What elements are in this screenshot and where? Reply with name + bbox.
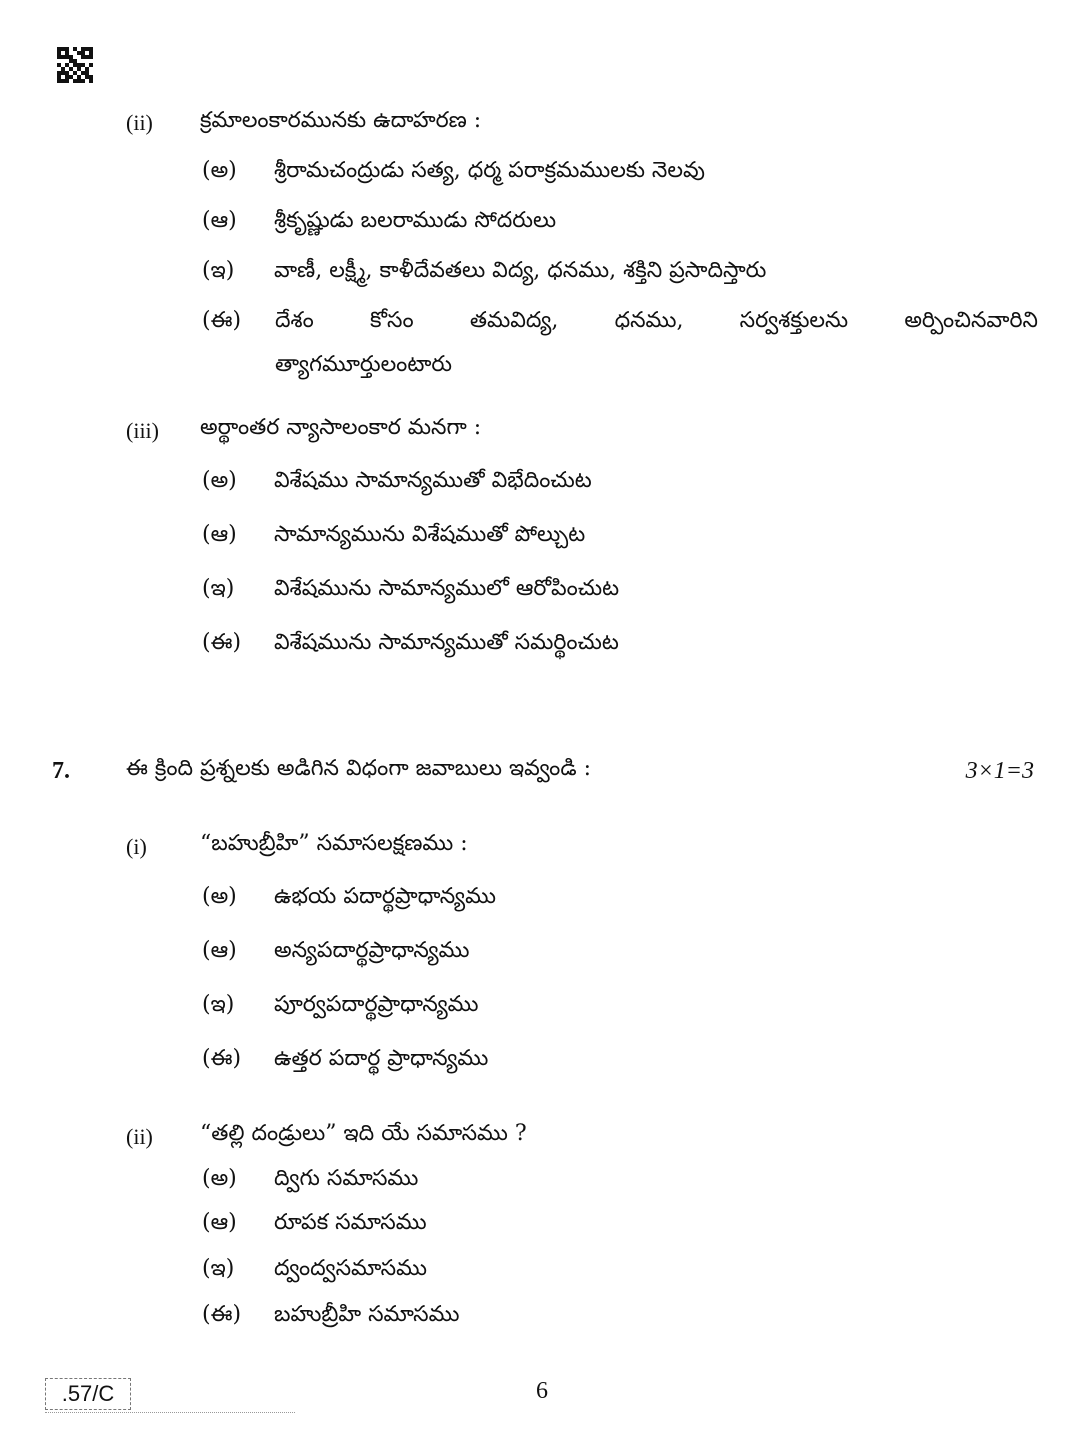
option — [202, 468, 592, 498]
subq-stem: క్రమాలంకారమునకు ఉదాహరణ : — [200, 108, 482, 133]
subq-stem: అర్థాంతర న్యాసాలంకార మనగా : — [200, 415, 482, 440]
option — [202, 576, 619, 606]
option-label: (అ) — [202, 158, 237, 183]
question-number: 7. — [52, 758, 70, 784]
option — [202, 884, 496, 914]
option-text: రూపక సమాసము — [274, 1210, 427, 1235]
option-text: విశేషమును సామాన్యముతో సమర్థించుట — [274, 630, 619, 655]
option-word: సర్వశక్తులను — [739, 308, 849, 333]
subq-number: (ii) — [126, 1124, 153, 1149]
option-text: ఉత్తర పదార్థ ప్రాధాన్యము — [274, 1046, 489, 1071]
option-word: తమవిద్య, — [469, 308, 559, 333]
footer-fineprint-rule — [45, 1412, 295, 1417]
option-text: విశేషము సామాన్యముతో విభేదించుట — [274, 468, 592, 493]
option-text: అన్యపదార్థప్రాధాన్యము — [274, 938, 470, 963]
subq-number: (i) — [126, 834, 147, 859]
option-label: (ఇ) — [202, 258, 235, 283]
option — [202, 1166, 418, 1196]
option-label: (ఇ) — [202, 576, 235, 601]
option-text: ద్విగు సమాసము — [274, 1166, 419, 1191]
option-label: (ఇ) — [202, 1256, 235, 1281]
subq-stem: “తల్లి దండ్రులు” ఇది యే సమాసము ? — [200, 1121, 527, 1146]
option-label-wrap — [202, 308, 274, 338]
option-label: (ఆ) — [202, 1210, 237, 1235]
option-word: దేశం — [275, 308, 314, 333]
option — [202, 630, 619, 660]
option — [202, 158, 705, 188]
option-text-justified — [275, 308, 1038, 338]
option-label: (ఇ) — [202, 992, 235, 1017]
option-label: (ఈ) — [202, 308, 242, 333]
option — [202, 258, 766, 288]
option — [202, 938, 470, 968]
option-label: (అ) — [202, 884, 237, 909]
option — [202, 208, 556, 238]
option — [202, 522, 585, 552]
option-label: (అ) — [202, 468, 237, 493]
qr-code — [57, 47, 93, 83]
option-text: వాణీ, లక్ష్మీ, కాళీదేవతలు విద్య, ధనము, శక్తిని ప్రసాదిస్తారు — [274, 258, 767, 283]
option-text: పూర్వపదార్థప్రాధాన్యము — [274, 992, 479, 1017]
option-label: (ఆ) — [202, 208, 237, 233]
option-text: ద్వంద్వసమాసము — [274, 1256, 428, 1281]
option-word: ధనము, — [614, 308, 684, 333]
option-label: (ఈ) — [202, 1046, 242, 1071]
option — [202, 1256, 427, 1286]
option-text: విశేషమును సామాన్యములో ఆరోపించుట — [274, 576, 620, 601]
page-number: 6 — [536, 1378, 548, 1404]
option-text: శ్రీరామచంద్రుడు సత్య, ధర్మ పరాక్రమములకు నెలవు — [274, 158, 705, 183]
option — [202, 1210, 427, 1240]
option-label: (ఈ) — [202, 630, 242, 655]
option-text: ఉభయ పదార్థప్రాధాన్యము — [274, 884, 496, 909]
option-text: సామాన్యమును విశేషముతో పోల్చుట — [274, 522, 586, 547]
option-text: శ్రీకృష్ణుడు బలరాముడు సోదరులు — [274, 208, 557, 233]
option — [202, 992, 479, 1022]
option-text: బహుబ్రీహి సమాసము — [274, 1302, 460, 1327]
option-label: (అ) — [202, 1166, 237, 1191]
subq-stem: “బహుబ్రీహి” సమాసలక్షణము : — [200, 831, 468, 856]
option — [202, 1302, 460, 1332]
question-stem: ఈ క్రింది ప్రశ్నలకు అడిగిన విధంగా జవాబులు ఇవ్వండి : — [126, 756, 592, 781]
marks: 3×1=3 — [965, 758, 1034, 784]
option-word: కోసం — [370, 308, 414, 333]
option-text-continuation: త్యాగమూర్తులంటారు — [275, 352, 453, 377]
option-word: అర్పించినవారిని — [904, 308, 1038, 333]
option-label: (ఆ) — [202, 938, 237, 963]
option-label: (ఆ) — [202, 522, 237, 547]
paper-code: .57/C — [45, 1378, 131, 1410]
option — [202, 1046, 488, 1076]
subq-number: (ii) — [126, 110, 153, 135]
subq-number: (iii) — [126, 418, 159, 443]
option-label: (ఈ) — [202, 1302, 242, 1327]
